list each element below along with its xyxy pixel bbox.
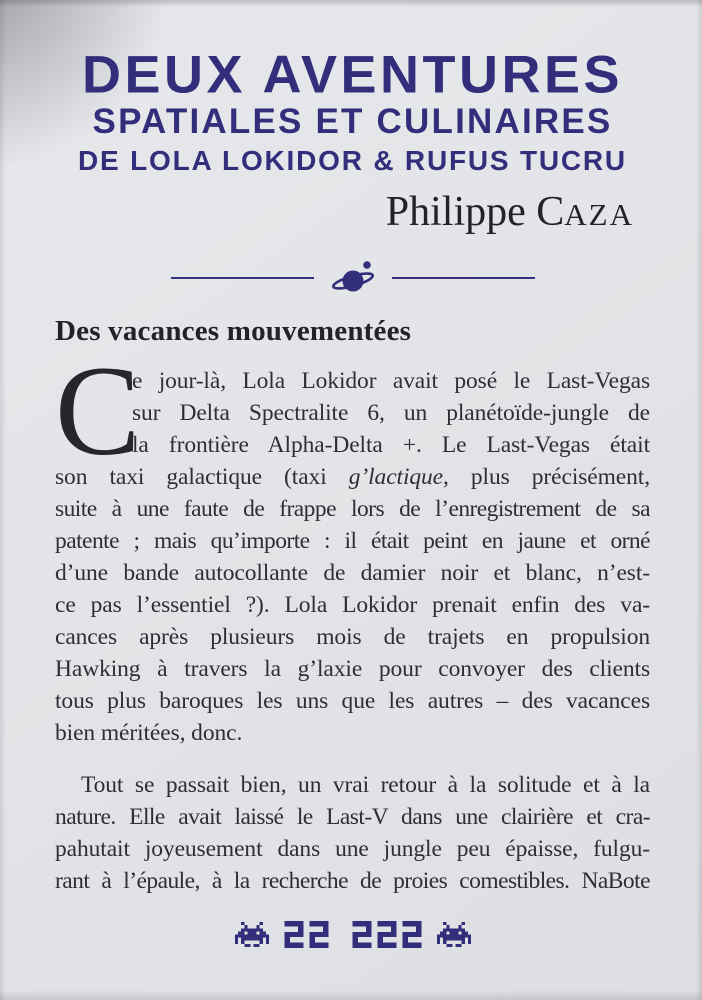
text-line: Tout se passait bien, un vrai retour à la solitude et à la	[81, 772, 650, 799]
author-name	[55, 189, 650, 236]
book-title-line1: DEUX AVENTURES	[81, 45, 624, 105]
text-line: pahutait joyeusement dans une jungle peu épaisse, fulgu-	[55, 836, 650, 863]
paragraph	[55, 340, 650, 749]
story-text	[55, 340, 650, 897]
author-surname-smallcaps: AZA	[564, 197, 634, 233]
text-line: ce pas l’essentiel ?). Lola Lokidor prenait enfin des va-	[55, 592, 650, 619]
author-surname-initial: C	[536, 189, 565, 236]
pixel-digit	[402, 921, 422, 948]
space-invader-icon	[437, 922, 471, 947]
divider-rule-right	[392, 277, 535, 279]
text-line: cances après plusieurs mois de trajets en propulsion	[55, 624, 650, 651]
pixel-digit	[284, 921, 304, 948]
italic-text-segment: g’lactique	[348, 464, 444, 491]
space-invader-icon	[235, 922, 269, 947]
pixel-digit	[352, 921, 372, 948]
pixel-digit	[309, 921, 329, 948]
text-segment: son taxi galactique (taxi	[55, 464, 349, 491]
book-title	[55, 45, 650, 176]
text-line: sur Delta Spectralite 6, un planétoïde-jungle de	[132, 400, 650, 427]
section-divider	[55, 258, 650, 298]
chapter-heading: Des vacances mouvementées	[55, 315, 412, 348]
saturn-planet-icon	[327, 258, 379, 298]
text-line: Hawking à travers la g’laxie pour convoyer des clients	[55, 656, 650, 683]
text-line	[55, 461, 650, 493]
text-line: suite à une faute de frappe lors de l’enregistrement de sa	[55, 496, 650, 523]
divider-rule-left	[171, 277, 314, 279]
page-footer	[55, 921, 650, 948]
text-line: d’une bande autocollante de damier noir et blanc, n’est-	[55, 560, 650, 587]
book-title-line2: SPATIALES ET CULINAIRES	[92, 102, 613, 142]
author-first-name: Philippe	[385, 189, 537, 236]
page-number	[284, 921, 422, 948]
text-line: patente ; mais qu’importe : il était peint en jaune et orné	[55, 528, 650, 555]
paragraph	[55, 769, 650, 897]
text-line: bien méritées, donc.	[55, 720, 243, 747]
text-line: la frontière Alpha-Delta +. Le Last-Vegas était	[132, 432, 650, 459]
text-line: nature. Elle avait laissé le Last-V dans une clairière et cra-	[55, 804, 650, 831]
book-title-line3: DE LOLA LOKIDOR & RUFUS TUCRU	[78, 144, 627, 176]
text-line: rant à l’épaule, à la recherche de proies comestibles. NaBote	[55, 868, 650, 895]
drop-cap: C	[55, 340, 141, 483]
text-line: tous plus baroques les uns que les autres – des vacances	[55, 688, 650, 715]
text-segment: , plus précisément,	[443, 464, 650, 491]
pixel-digit	[377, 921, 397, 948]
text-line: e jour-là, Lola Lokidor avait posé le Last-Vegas	[132, 368, 650, 395]
